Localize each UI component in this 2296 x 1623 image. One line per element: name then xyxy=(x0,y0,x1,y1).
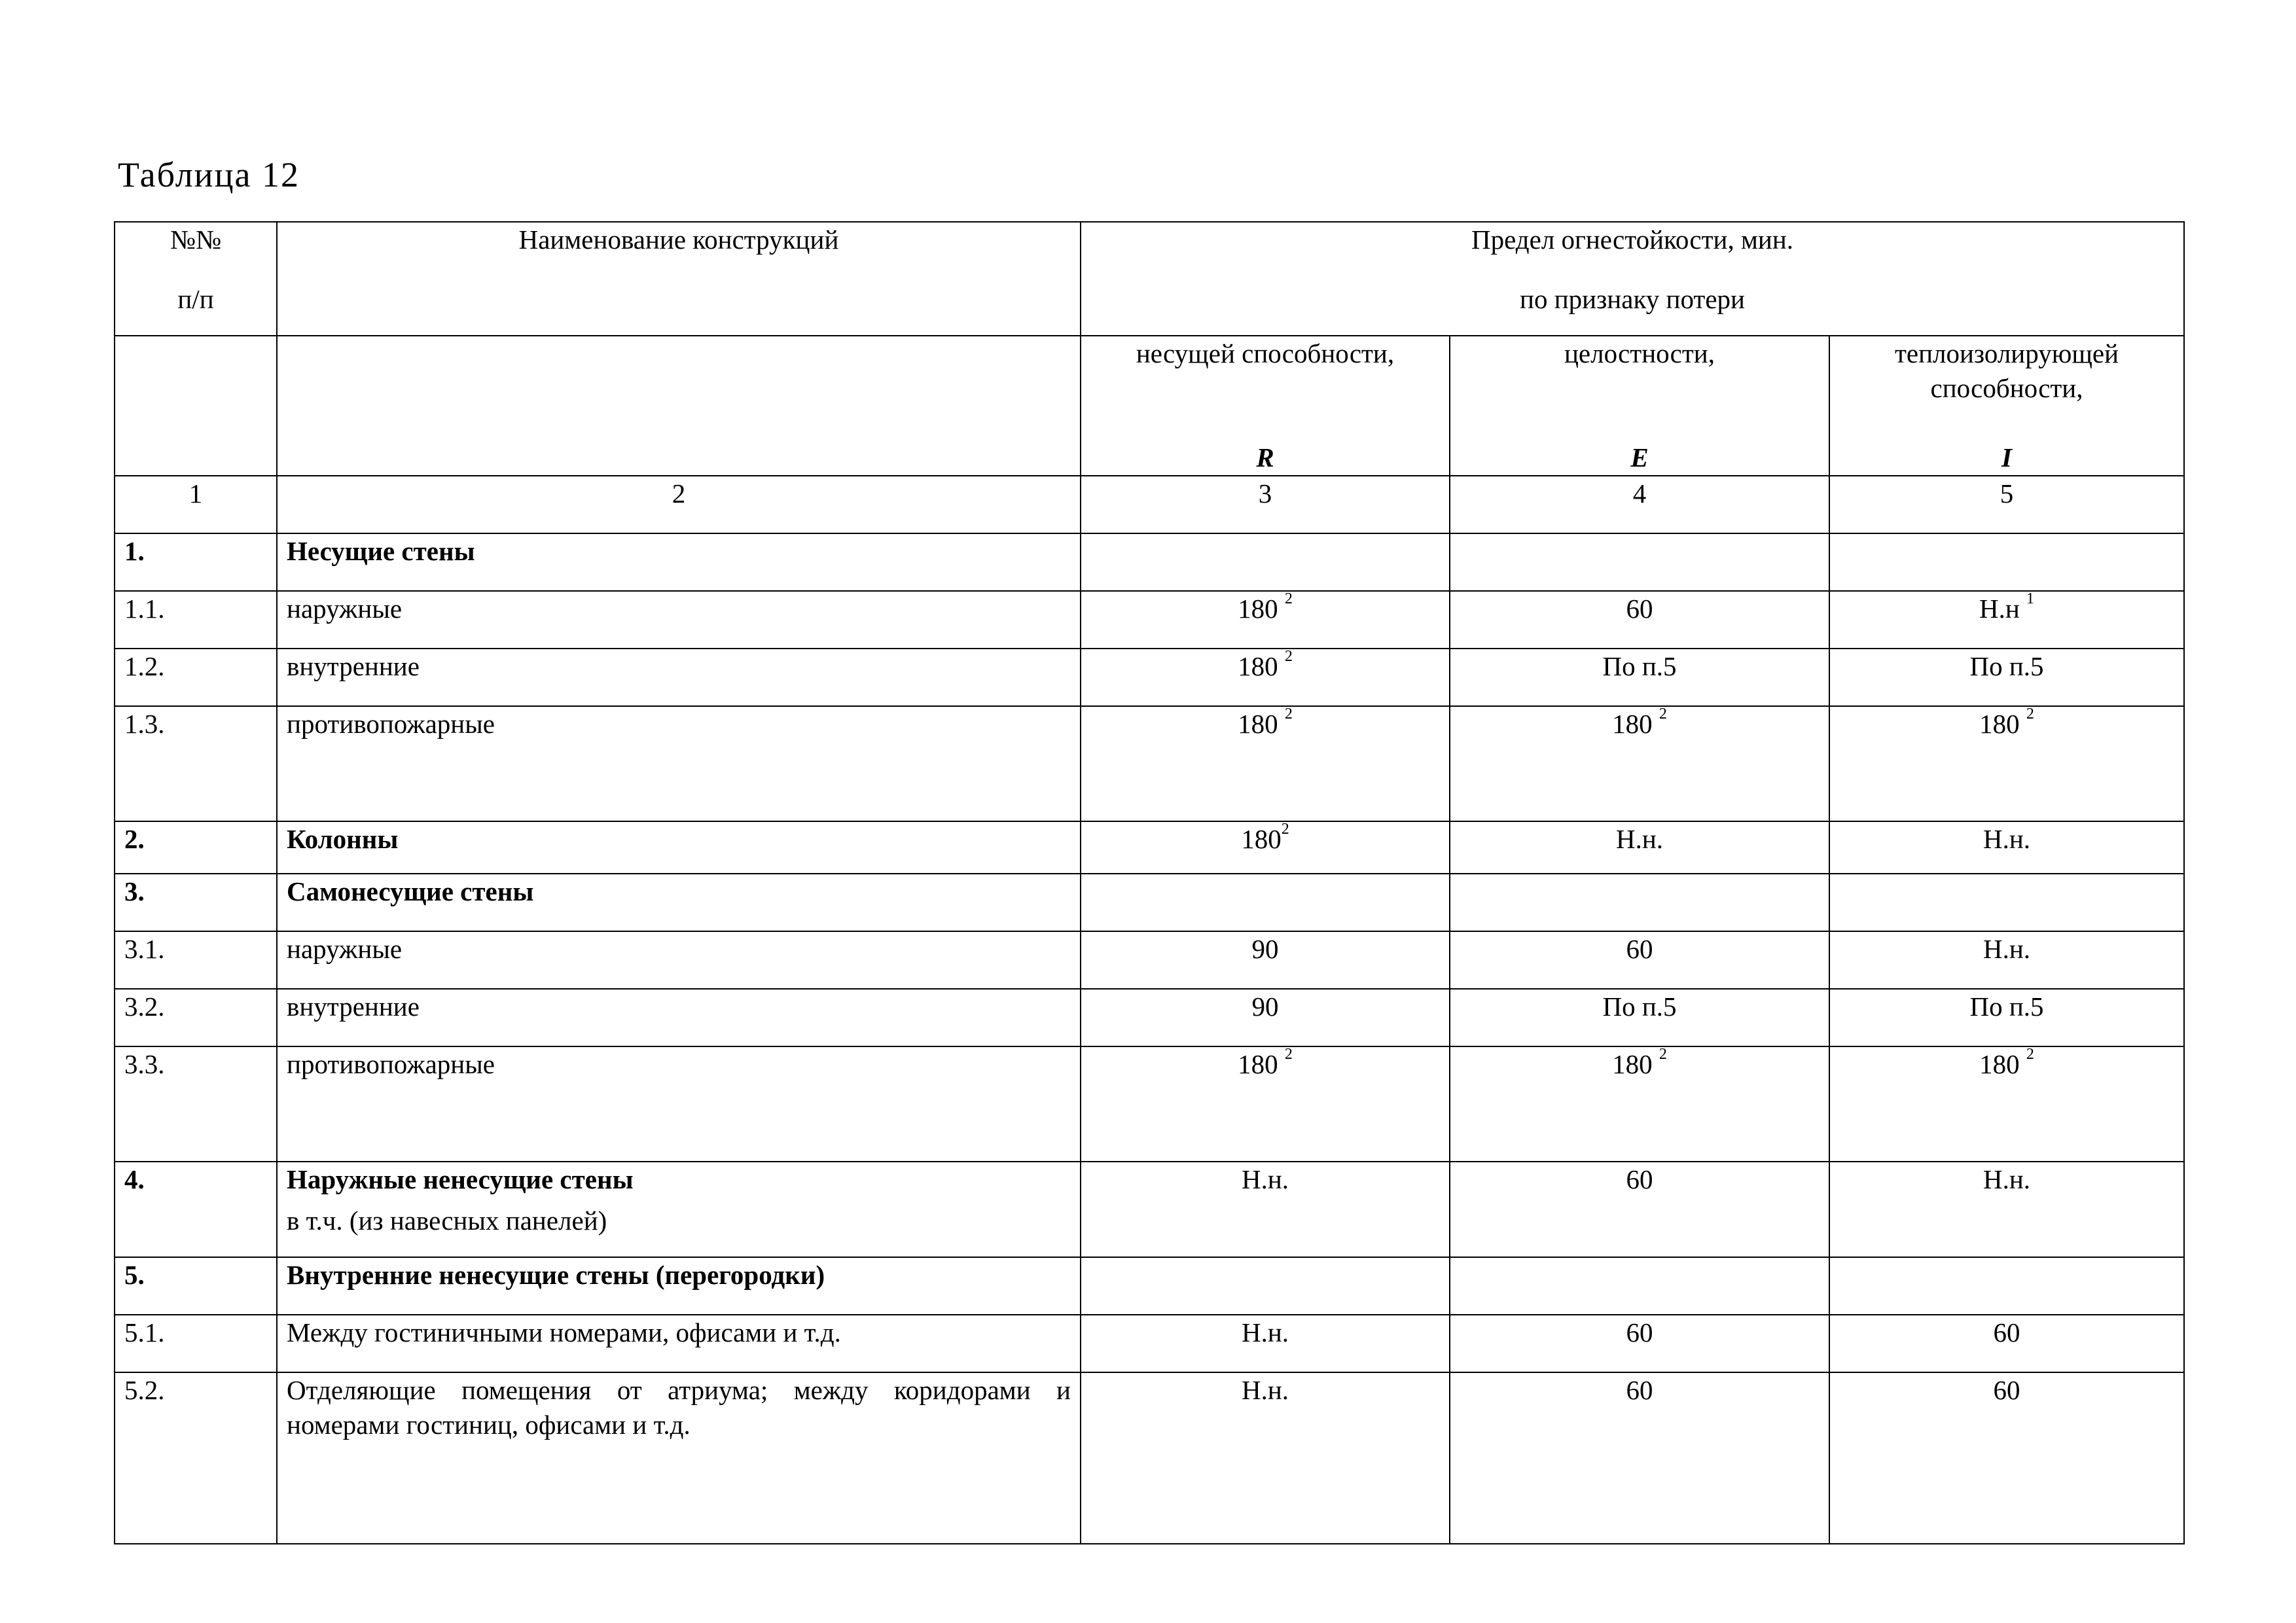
row-name-cell xyxy=(277,1162,1081,1257)
row-number: 3. xyxy=(115,874,277,931)
row-name: Наружные ненесущие стены xyxy=(287,1164,634,1194)
row-number: 5.2. xyxy=(115,1372,277,1544)
row-e-value xyxy=(1450,874,1829,931)
row-number: 3.2. xyxy=(115,989,277,1046)
row-r-value: Н.н. xyxy=(1081,1162,1450,1257)
header-e-letter: E xyxy=(1630,442,1649,473)
row-i-value xyxy=(1829,874,2184,931)
row-e-value xyxy=(1450,533,1829,591)
table-row xyxy=(115,649,2184,706)
row-e-value: Н.н. xyxy=(1450,821,1829,874)
row-i-value: По п.5 xyxy=(1829,989,2184,1046)
row-name: внутренние xyxy=(277,989,1081,1046)
table-row xyxy=(115,874,2184,931)
row-r-value: $180^2$ xyxy=(1081,821,1450,874)
row-i-value: Н.н. xyxy=(1829,1162,2184,1257)
table-row xyxy=(115,1315,2184,1372)
row-e-value: 60 xyxy=(1450,931,1829,989)
table-row xyxy=(115,931,2184,989)
header-i-letter: I xyxy=(2001,442,2012,473)
row-r-value: Н.н. xyxy=(1081,1372,1450,1544)
row-name: Отделяющие помещения от атриума; между коридорами и номерами гостиниц, офисами и т.д. xyxy=(277,1372,1081,1544)
header-e-cell xyxy=(1450,336,1829,476)
row-e-value: 180 $^2$ xyxy=(1450,1046,1829,1162)
fire-resistance-table xyxy=(114,221,2185,1544)
row-e-value xyxy=(1450,1257,1829,1315)
row-name: Внутренние ненесущие стены (перегородки) xyxy=(277,1257,1081,1315)
row-r-value: Н.н. xyxy=(1081,1315,1450,1372)
row-r-value: 90 xyxy=(1081,931,1450,989)
column-number-3: 3 xyxy=(1081,476,1450,533)
table-row xyxy=(115,989,2184,1046)
table-row xyxy=(115,1372,2184,1544)
header-limit-line2: по признаку потери xyxy=(1520,284,1745,315)
column-number-4: 4 xyxy=(1450,476,1829,533)
row-e-value: По п.5 xyxy=(1450,989,1829,1046)
row-name: Колонны xyxy=(277,821,1081,874)
row-name: внутренние xyxy=(277,649,1081,706)
header-name-cell xyxy=(277,222,1081,336)
row-r-value: 180 $^2$ xyxy=(1081,1046,1450,1162)
row-number: 5.1. xyxy=(115,1315,277,1372)
row-i-value: Н.н. xyxy=(1829,821,2184,874)
row-i-value: 180 $^2$ xyxy=(1829,706,2184,821)
row-name: Между гостиничными номерами, офисами и т.д. xyxy=(277,1315,1081,1372)
row-name: наружные xyxy=(277,931,1081,989)
header-i-cell xyxy=(1829,336,2184,476)
header-name: Наименование конструкций xyxy=(518,224,839,255)
row-e-value: 60 xyxy=(1450,1162,1829,1257)
row-name: противопожарные xyxy=(277,1046,1081,1162)
row-i-value: Н.н $^1$ xyxy=(1829,591,2184,649)
row-number: 1. xyxy=(115,533,277,591)
header-r-label: несущей способности, xyxy=(1136,338,1395,368)
row-e-value: 60 xyxy=(1450,591,1829,649)
header-number-line1: №№ xyxy=(170,224,222,255)
row-i-value xyxy=(1829,1257,2184,1315)
row-e-value: 180 $^2$ xyxy=(1450,706,1829,821)
table-row xyxy=(115,706,2184,821)
row-e-value: По п.5 xyxy=(1450,649,1829,706)
column-number-2: 2 xyxy=(277,476,1081,533)
row-number: 1.1. xyxy=(115,591,277,649)
row-number: 5. xyxy=(115,1257,277,1315)
table-row xyxy=(115,1046,2184,1162)
row-e-value: 60 xyxy=(1450,1315,1829,1372)
row-i-value: По п.5 xyxy=(1829,649,2184,706)
row-r-value: 180 $^2$ xyxy=(1081,706,1450,821)
table-row xyxy=(115,1257,2184,1315)
table-row xyxy=(115,821,2184,874)
row-i-value: 60 xyxy=(1829,1315,2184,1372)
row-i-value: Н.н. xyxy=(1829,931,2184,989)
row-i-value xyxy=(1829,533,2184,591)
row-r-value: 180 $^2$ xyxy=(1081,591,1450,649)
header-r-letter: R xyxy=(1256,442,1274,473)
row-name: противопожарные xyxy=(277,706,1081,821)
column-number-5: 5 xyxy=(1829,476,2184,533)
row-e-value: 60 xyxy=(1450,1372,1829,1544)
row-r-value: 90 xyxy=(1081,989,1450,1046)
header-row-1 xyxy=(115,222,2184,336)
row-r-value xyxy=(1081,1257,1450,1315)
column-number-1: 1 xyxy=(115,476,277,533)
header-number-cell xyxy=(115,222,277,336)
header-r-cell xyxy=(1081,336,1450,476)
row-r-value: 180 $^2$ xyxy=(1081,649,1450,706)
header-row-2 xyxy=(115,336,2184,476)
row-r-value xyxy=(1081,874,1450,931)
header-empty-cell-2 xyxy=(277,336,1081,476)
row-name: Самонесущие стены xyxy=(277,874,1081,931)
row-name-sub: в т.ч. (из навесных панелей) xyxy=(287,1205,607,1236)
header-empty-cell-1 xyxy=(115,336,277,476)
table-row xyxy=(115,591,2184,649)
header-number-line2: п/п xyxy=(177,284,214,315)
row-i-value: 60 xyxy=(1829,1372,2184,1544)
row-r-value xyxy=(1081,533,1450,591)
column-number-row xyxy=(115,476,2184,533)
table-caption: Таблица 12 xyxy=(118,155,300,194)
header-limit-line1: Предел огнестойкости, мин. xyxy=(1471,224,1794,255)
row-number: 1.2. xyxy=(115,649,277,706)
row-number: 4. xyxy=(115,1162,277,1257)
header-i-label: теплоизолирующей способности, xyxy=(1894,338,2119,404)
row-i-value: 180 $^2$ xyxy=(1829,1046,2184,1162)
row-number: 3.3. xyxy=(115,1046,277,1162)
row-name: наружные xyxy=(277,591,1081,649)
row-number: 3.1. xyxy=(115,931,277,989)
header-limit-cell xyxy=(1081,222,2184,336)
row-number: 2. xyxy=(115,821,277,874)
table-row xyxy=(115,1162,2184,1257)
table-row xyxy=(115,533,2184,591)
header-e-label: целостности, xyxy=(1564,338,1715,368)
row-name: Несущие стены xyxy=(277,533,1081,591)
row-number: 1.3. xyxy=(115,706,277,821)
